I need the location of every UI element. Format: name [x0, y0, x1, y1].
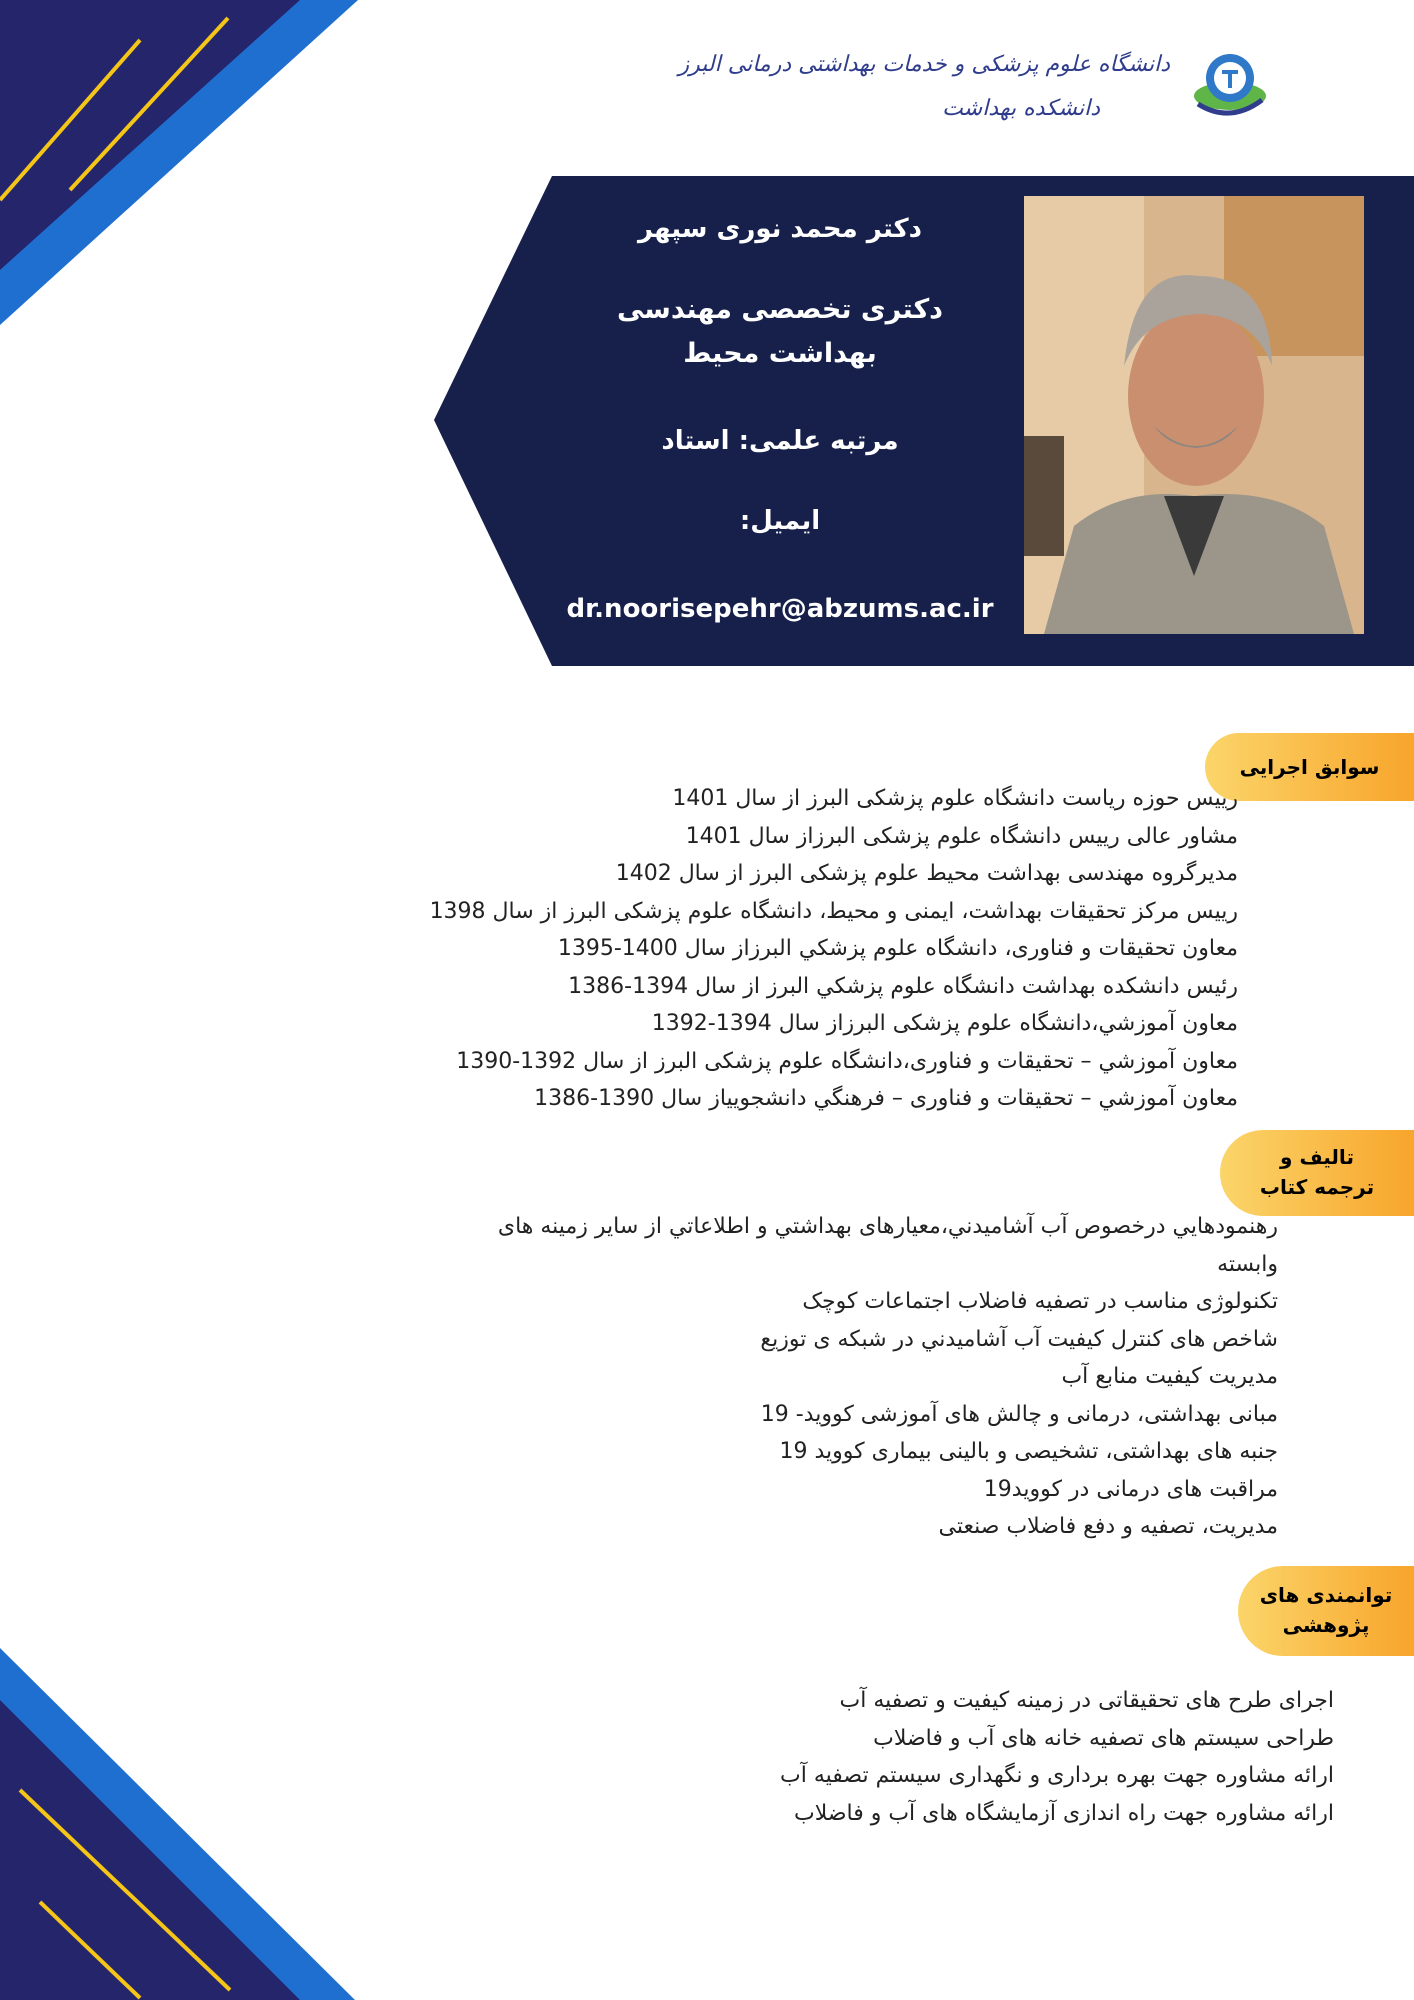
list-item: مشاور عالی رییس دانشگاه علوم پزشکی البرزاز سال 1401 — [685, 823, 1238, 849]
profile-info — [530, 176, 1030, 666]
email-label: ایمیل: — [739, 506, 821, 536]
badge-title-line-2: ترجمه کتاب — [1259, 1175, 1375, 1199]
university-logo — [678, 38, 1270, 148]
email-link[interactable]: dr.noorisepehr@abzums.ac.ir — [566, 594, 994, 624]
badge-title-line-1: توانمندی های — [1259, 1583, 1393, 1607]
section-badge-executive: سوابق اجرایی — [1205, 733, 1414, 801]
list-item: شاخص های کنترل کيفيت آب آشاميدني در شبکه ی توزيع — [760, 1326, 1278, 1352]
university-name: دانشگاه علوم پزشکی و خدمات بهداشتی درمانی البرز — [678, 52, 1170, 77]
list-item: مديريت کيفيت منابع آب — [1061, 1364, 1278, 1389]
section-badge-research — [1238, 1566, 1414, 1656]
degree-line-2: بهداشت محیط — [683, 338, 877, 369]
list-item: معاون آموزشي،دانشگاه علوم پزشکی البرزاز سال 1394-1392 — [651, 1011, 1238, 1036]
corner-decoration-bottom-left — [0, 1640, 360, 2000]
list-item: رییس مرکز تحقیقات بهداشت، ایمنی و محیط، دانشگاه علوم پزشکی البرز از سال 1398 — [429, 898, 1238, 924]
list-item: تکنولوژی مناسب در تصفيه فاضلاب اجتماعات کوچک — [802, 1289, 1278, 1314]
list-item: رئيس دانشكده بهداشت دانشگاه علوم پزشكي البرز از سال 1394-1386 — [568, 973, 1238, 999]
badge-title-line-1: تالیف و — [1280, 1145, 1354, 1169]
list-item: معاون آموزشي – تحقيقات و فناوری – فرهنگي دانشجوییاز سال 1390-1386 — [534, 1086, 1238, 1111]
badge-title-line-2: پژوهشی — [1282, 1613, 1370, 1637]
list-item: مدیرگروه مهندسی بهداشت محیط علوم پزشکی البرز از سال 1402 — [615, 861, 1238, 886]
executive-list — [430, 780, 1238, 1118]
list-item: ارائه مشاوره جهت بهره برداری و نگهداری سیستم تصفیه آب — [780, 1763, 1334, 1788]
profile-name: دکتر محمد نوری سپهر — [637, 214, 923, 244]
corner-decoration-top-left — [0, 0, 360, 330]
list-item: اجرای طرح های تحقیقاتی در زمینه کیفیت و تصفیه آب — [839, 1688, 1334, 1713]
degree-line-1: دکتری تخصصی مهندسی — [616, 294, 944, 325]
books-list — [438, 1208, 1278, 1546]
list-item: مراقبت های درمانی در کووید19 — [983, 1476, 1278, 1502]
university-emblem-icon — [1184, 44, 1270, 124]
profile-photo — [1024, 196, 1364, 634]
list-item: مدیریت، تصفیه و دفع فاضلاب صنعتی — [938, 1514, 1278, 1539]
list-item: رییس حوزه ریاست دانشگاه علوم پزشکی البرز از سال 1401 — [672, 786, 1238, 811]
list-item: طراحی سیستم های تصفیه خانه های آب و فاضلاب — [873, 1725, 1334, 1751]
research-list — [780, 1682, 1334, 1832]
list-item: ارائه مشاوره جهت راه اندازی آزمایشگاه های آب و فاضلاب — [794, 1800, 1334, 1826]
list-item: رهنمودهايي درخصوص آب آشاميدني،معيارهای بهداشتي و اطلاعاتي از ساير زمينه های وابسته — [497, 1214, 1278, 1277]
list-item: مبانی بهداشتی، درمانی و چالش های آموزشی کووید- 19 — [760, 1401, 1278, 1427]
faculty-name: دانشکده بهداشت — [942, 96, 1100, 121]
list-item: معاون تحقیقات و فناوری، دانشگاه علوم پزشكي البرزاز سال 1400-1395 — [557, 936, 1238, 961]
academic-rank: مرتبه علمی: استاد — [661, 426, 899, 456]
profile-degree — [530, 288, 1030, 376]
list-item: معاون آموزشي – تحقيقات و فناوری،دانشگاه علوم پزشکی البرز از سال 1392-1390 — [456, 1048, 1238, 1074]
section-badge-books — [1220, 1130, 1414, 1216]
list-item: جنبه های بهداشتی، تشخیصی و بالینی بیماری کووید 19 — [779, 1439, 1278, 1464]
